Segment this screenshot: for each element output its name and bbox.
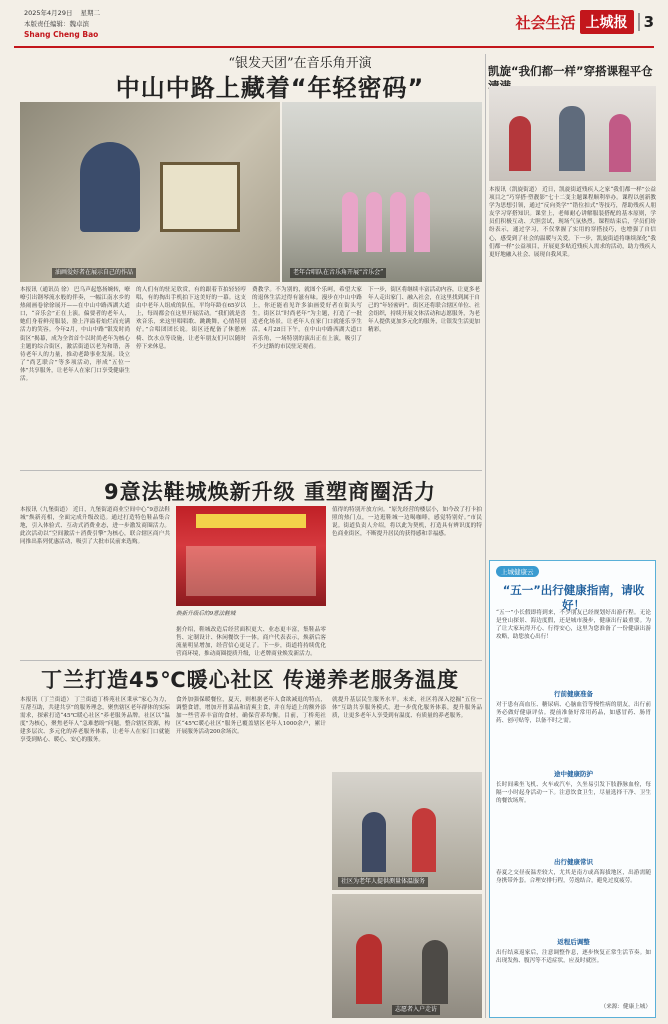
article4-column-2: 食外加强保暖餐位，夏天，则根据老年人食欲减退的特点，调整食谱，增加开胃菜品和清爽主食，并在每道上的额外添加一些营养丰富的食材，确保营养均衡。目前，丁桥苑社区“45℃暖心社区”服务已覆盖辖区老年人1000余户，累计开展服务活动200余场次。: [176, 697, 326, 736]
article2-body: 本报讯（凯旋街道） 近日，凯旋街道残疾人之家“我们都一样”公益项目之“巧穿搭·塑靓影”七十二变主题课程顺利举办。课程以创新教学为思想引领，通过“反向类学”“错位扣式”等技巧，帮助残疾人朋友学习穿搭知识。课堂上，老师耐心讲解服装搭配的基本原则，学员们积极互动、大胆尝试，现场气氛热烈。课程结束后，学员们纷纷表示，通过学习，不仅掌握了实用的穿搭技巧，也增强了自信心，感受到了社会的温暖与关爱。下一步，凯旋街道将继续深化“我们都一样”公益项目，开展更多贴近残疾人需求的活动，助力残疾人更好地融入社会、展现自我风采。: [489, 187, 656, 258]
page-editor: 本版责任编辑：魏卓滨: [24, 20, 89, 28]
person-shape: [509, 116, 531, 171]
health-paragraph-3: 春夏之交昼夜温差较大，尤其是南方或高海拔地区，出游需随身携带外套。合理安排行程，劳逸结合，避免过度疲劳。: [496, 870, 651, 885]
easel-canvas-shape: [160, 162, 240, 232]
article3-title: 9意法鞋城焕新升级 重塑商圈活力: [104, 480, 436, 504]
person-shape: [356, 934, 382, 1004]
photo-caption-volunteer: 志愿者入户走访: [392, 1005, 440, 1015]
article1-subtitle: “银发天团”在音乐角开演: [228, 56, 372, 71]
health-paragraph-1: 对于患有高血压、糖尿病、心脑血管等慢性病的朋友，出行前务必做好健康评估。提前准备好常用药品，如感冒药、肠胃药、创可贴等，以备不时之需。: [496, 702, 651, 725]
article3-column-1: 本报讯（九堡街道） 近日，九堡街道商业空间中心“9意法鞋城”焕新亮相，全面完成升级改造。通过打造特色鞋品集合地，引入体验式、互动式消费业态，进一步激发商圈活力。此次活动以“空间激活＋消费引擎”为核心，联合辖区商户共同推出系列优惠活动，吸引了大批市民前来选购。: [20, 507, 170, 546]
section-divider: [20, 470, 482, 471]
storefront-shape: [186, 546, 316, 596]
person-shape: [559, 106, 585, 171]
photo-painting-seniors: [20, 102, 280, 282]
newspaper-logo: 上城报: [580, 10, 634, 34]
issue-date: 2025年4月29日: [24, 9, 73, 17]
header-rule: [14, 46, 654, 48]
article4-column-1: 本报讯（丁兰街道） 丁兰街道丁桥苑社区秉承“家心为力，互帮互助，共建共享”的服务理念，聚焦辖区老年群体的实际需求，探索打造“45℃暖心社区”养老服务品牌。社区以“温度”为核心，聚焦老年人“急难愁盼”问题，整合辖区资源，构建多层次、多元化的养老服务体系，让老年人在家门口就能享受到贴心、暖心、安心的服务。: [20, 697, 170, 744]
article1-title: 中山中路上藏着“年轻密码”: [115, 74, 425, 102]
photo-caption-health: 社区为老年人提供测量体温服务: [338, 877, 428, 887]
person-shape: [412, 808, 436, 872]
article3-column-3: 值得的特别开放方向。“原先经营的楼层小，如今改了打卡拍照的热门点，一边逛鞋城一边喝咖啡，感觉特别好。”市民说。街道负责人介绍，将以此为契机，打造具有辨识度的特色商业街区，不断提升居民的获得感和幸福感。: [332, 507, 482, 538]
article2-title: 凯旋“我们都一样”穿搭课程平仓: [488, 64, 653, 78]
article1-column-2: 的人们有的驻足欣赏，有的跟着节拍轻轻哼唱，有的掏出手机拍下这美好的一幕。这支由中老年人组成的队伍，平均年龄在65岁以上，每周都会在这里开展活动。“我们就是喜欢音乐，来这里唱唱歌、跳跳舞，心情特别好。”合唱团团长说。街区还配备了休憩座椅、饮水点等设施，让老年朋友们可以随时停下来休息。: [136, 287, 246, 350]
photo-volunteer-visit: [332, 894, 482, 1018]
singer-shape: [342, 192, 358, 252]
page-number: 3: [638, 13, 654, 31]
article4-column-3: 就提升基层民生服务水平。未来，社区将深入挖掘“五位一体”互助共享服务模式，进一步优化服务体系，提升服务品质，让更多老年人享受到有温度、有质量的养老服务。: [332, 697, 482, 720]
brand-english: Shang Cheng Bao: [24, 30, 99, 39]
singer-shape: [366, 192, 382, 252]
singer-shape: [390, 192, 406, 252]
person-shape: [362, 812, 386, 872]
health-title: “五一”出行健康指南，请收好！: [502, 583, 645, 612]
photo-caption-left: 油画爱好者在展示自己的作品: [52, 268, 136, 278]
section-header: [516, 10, 654, 34]
person-shape: [609, 114, 631, 172]
health-tag: 上城健康云: [496, 566, 539, 577]
photo-caption-mall: 焕新升级后的9意法鞋城: [176, 611, 236, 617]
photo-shoe-mall: [176, 506, 326, 606]
column-divider: [485, 54, 486, 1018]
article4-title: 丁兰打造45℃暖心社区 传递养老服务温度: [41, 668, 459, 692]
mall-sign-shape: [196, 514, 306, 528]
section-divider: [20, 660, 482, 661]
section-name: 社会生活: [515, 13, 576, 32]
photo-community-health: [332, 772, 482, 890]
photo-figure-shape: [80, 142, 140, 232]
issue-weekday: 星期二: [80, 9, 100, 17]
photo-caption-right: 老年合唱队在音乐角开展“音乐会”: [290, 268, 386, 278]
singer-shape: [414, 192, 430, 252]
health-source: （来源：健康上城）: [600, 1004, 651, 1010]
article1-column-1: 本报讯（通讯员 徐） 巴乌声起悠扬婉转，嘹嘹引出钢琴流水般的伴奏，一幅江南水乡的热闹画卷徐徐展开——在中山中路西湖大道口，“音乐会”正在上演。偏要者的老年人，她们身着鲜亮服装，脸上洋溢着灿烂而充满活力的笑容。今年2月，中山中路“银发时尚街区”揭幕，成为全省首个以时尚老年为核心主题的综合街区，激活街道以老为和谐，善待老年人的力量，推动老龄事业发展。设立了“尚艺联合”等多项活动，形成“五位一体”共享服务，让老年人在家门口享受健康生活。: [20, 287, 130, 383]
photo-choir-seniors: [282, 102, 482, 282]
health-section-3: 出行健康常识: [554, 858, 593, 866]
photo-fashion-class: [489, 86, 656, 181]
health-section-4: 返程后调整: [557, 938, 590, 946]
masthead-info: [24, 8, 100, 39]
person-shape: [422, 940, 448, 1004]
article3-column-2: 据介绍，鞋城改造后经营面积更大、业态更丰富，集鞋品零售、定制设计、休闲餐饮于一体。商户代表表示，焕新后客流量明显增加，经营信心更足了。下一步，街道将持续优化营商环境，推动商圈提质升级，让老牌商业焕发新活力。: [176, 627, 326, 658]
health-paragraph-2: 长时间乘坐飞机、火车或汽车，久坐易引发下肢静脉血栓，每隔一小时起身活动一下。注意饮食卫生，尽量选择干净、卫生的餐饮场所。: [496, 782, 651, 805]
article1-column-4: 下一步，街区将继续丰富活动内容，让更多老年人走出家门、融入社会，在这里找到属于自己的“年轻密码”。街区还将联合辖区单位、社会组织，持续开展文体活动和志愿服务，为老年人提供更加多元化的服务，让银发生活更加精彩。: [368, 287, 480, 334]
health-intro: “五一”小长假即将到来，不少朋友已经规划好出游行程。无论是登山探景、海边度假，还是城市漫步，健康出行最重要。为了让大家玩得开心、行得安心，这里为您准备了一份健康出游攻略，助您放心出行！: [496, 610, 651, 641]
health-guide-box: [489, 560, 656, 1018]
health-paragraph-4: 出行结束返家后，注意调整作息，逐步恢复正常生活节奏。如出现发热、腹泻等不适症状，应及时就医。: [496, 950, 651, 965]
health-section-2: 途中健康防护: [554, 770, 593, 778]
article1-column-3: 费教学。不为别的，就图个乐呵，希望大家的退休生活过得有滋有味。漫步在中山中路上，你还能看见许多油画爱好者在街头写生。街区以“时尚老年”为主题，打造了一批适老化场景，让老年人在家门口就能乐享生活。4月28日下午，在中山中路西湖大道口音乐角，一场特别的演出正在上演，吸引了不少过路的市民驻足观看。: [252, 287, 362, 350]
health-section-1: 行前健康准备: [554, 690, 593, 698]
